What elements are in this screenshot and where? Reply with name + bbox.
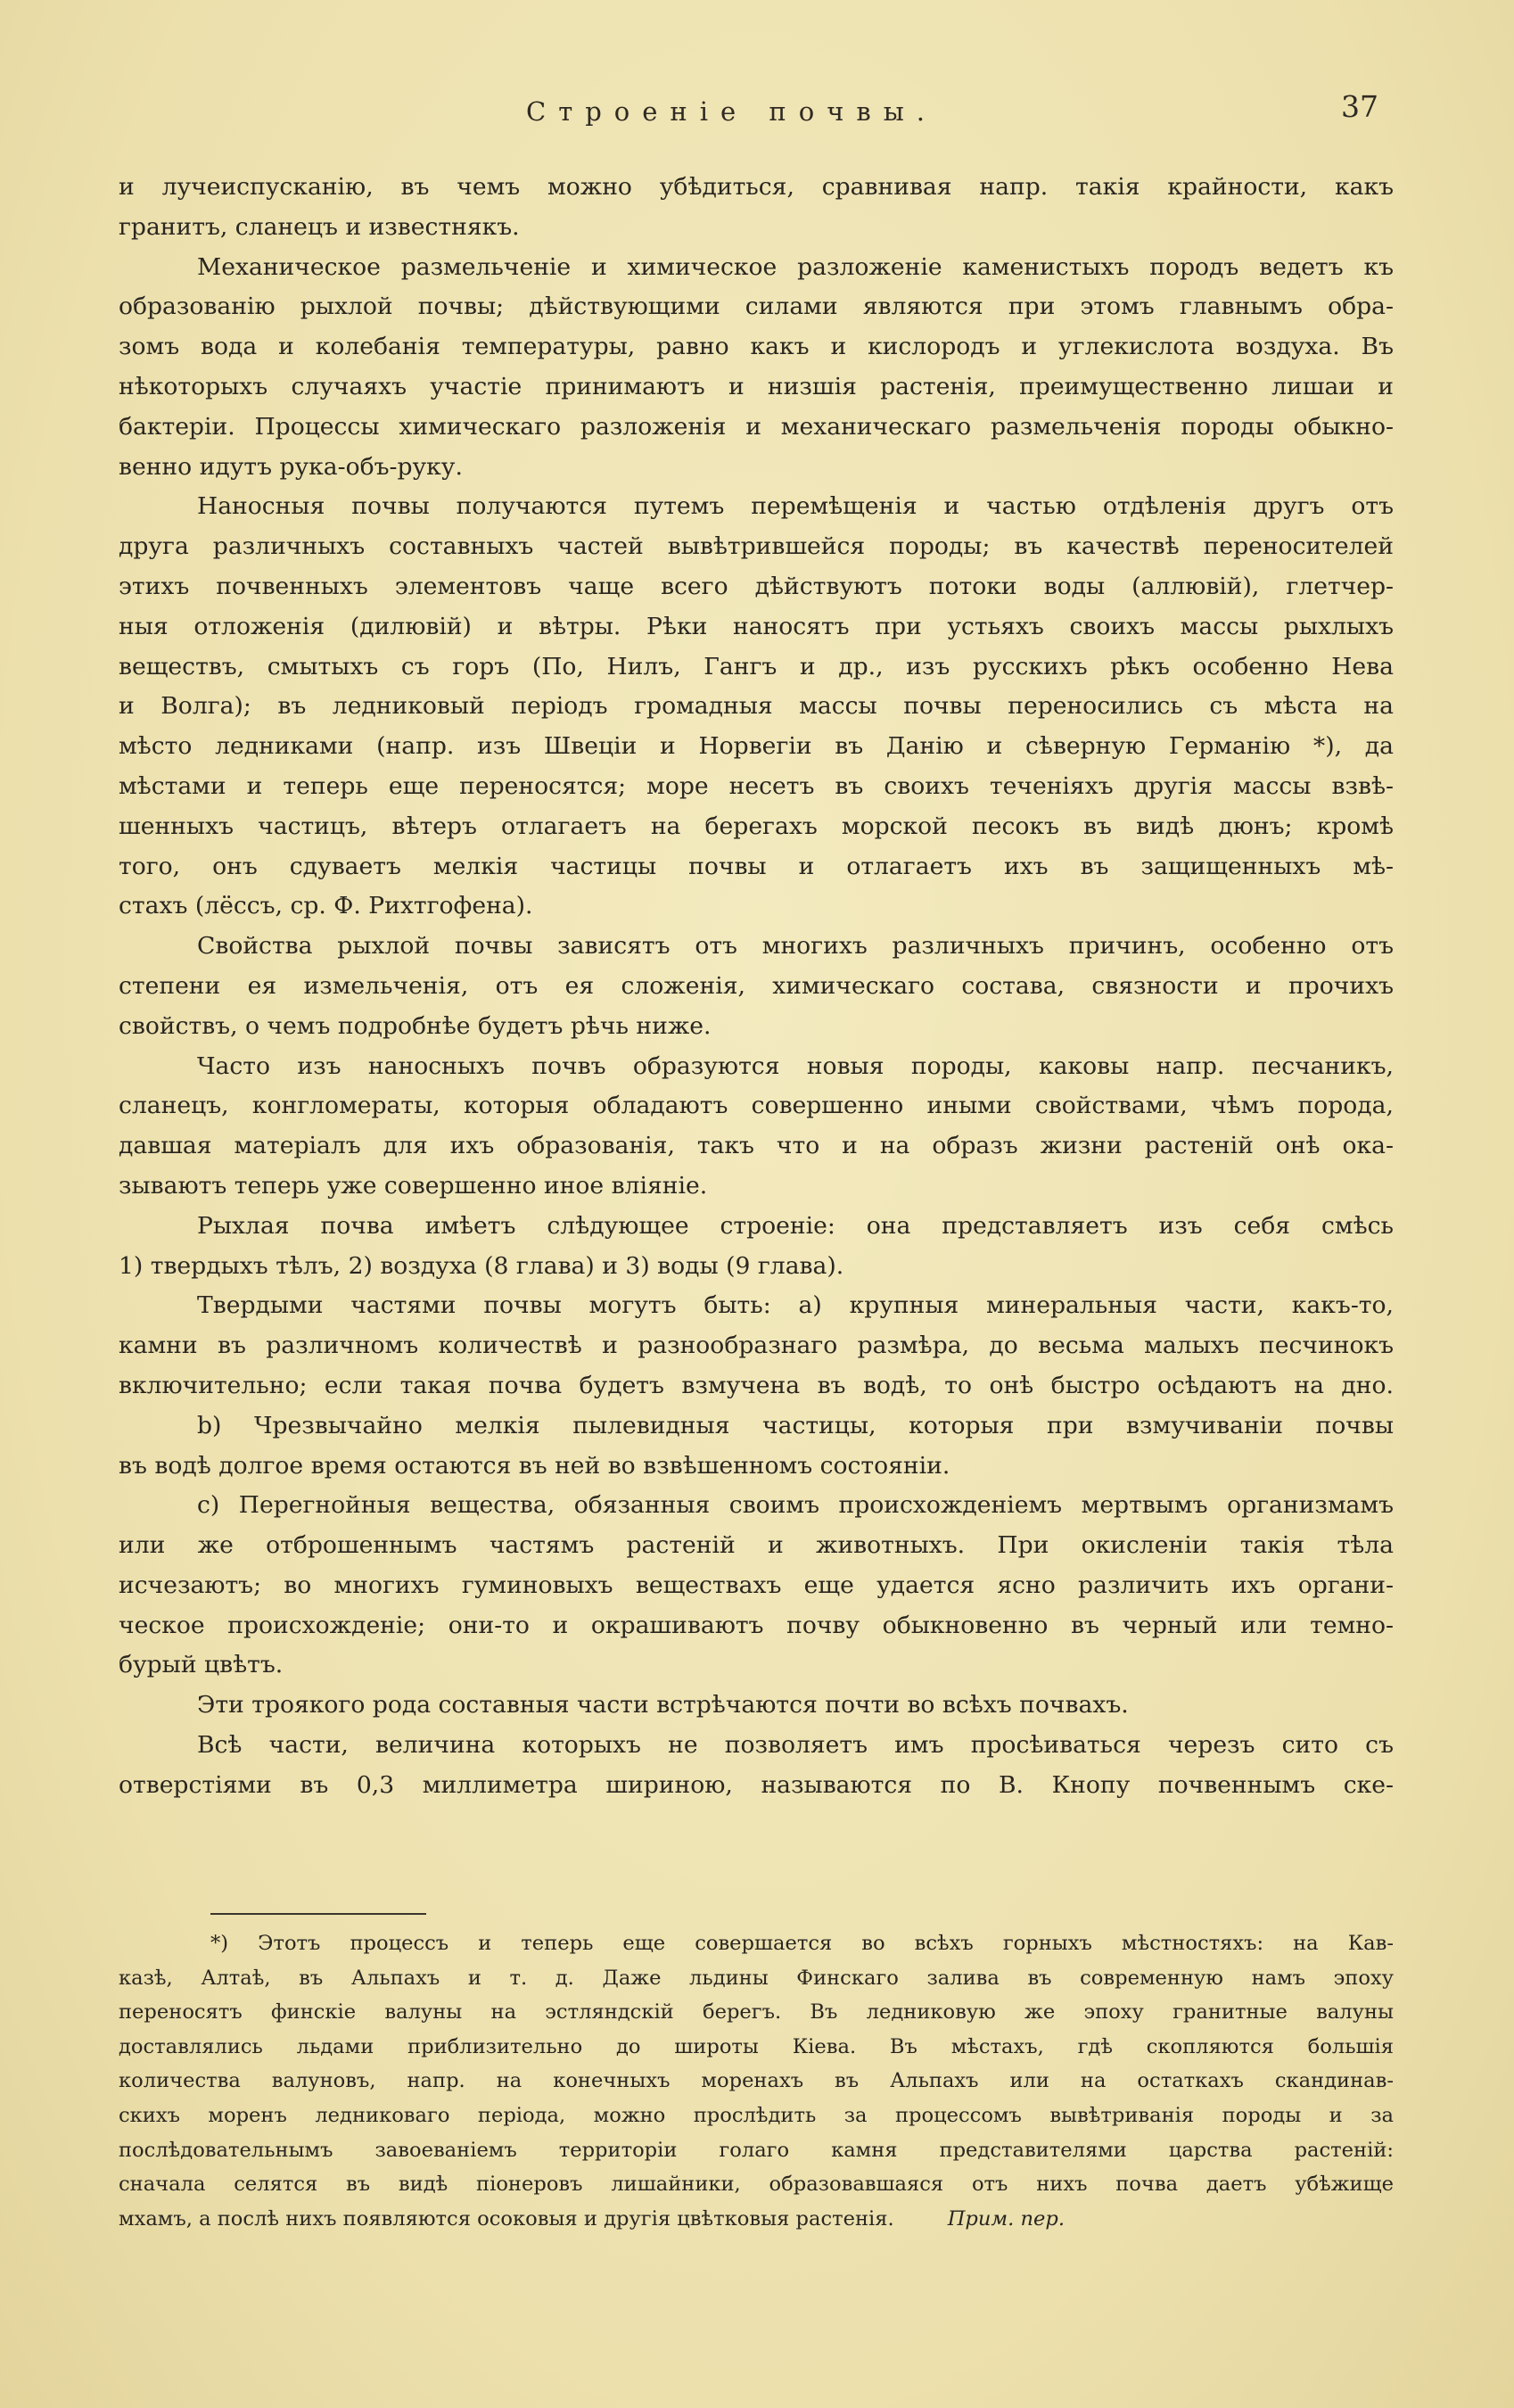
text-line: отверстіями въ 0,3 миллиметра шириною, называются по В. Кнопу почвеннымъ ске-: [119, 1770, 1394, 1799]
text-line: стахъ (лёссъ, ср. Ф. Рихтгофена).: [119, 892, 533, 920]
text-line: гранитъ, сланецъ и известнякъ.: [119, 212, 520, 241]
text-line: Твердыми частями почвы могутъ быть: a) крупныя минеральныя части, какъ-то,: [197, 1291, 1394, 1320]
footnote-line: переносятъ финскіе валуны на эстляндскій берегъ. Въ ледниковую же эпоху гранитные валуны: [119, 2000, 1394, 2025]
text-line: включительно; если такая почва будетъ взмучена въ водѣ, то онѣ быстро осѣдаютъ на дно.: [119, 1371, 1394, 1399]
text-line: ныя отложенія (дилювій) и вѣтры. Рѣки наносятъ при устьяхъ своихъ массы рыхлыхъ: [119, 612, 1394, 640]
text-line: или же отброшеннымъ частямъ растеній и животныхъ. При окисленіи такія тѣла: [119, 1531, 1394, 1560]
translator-note-signature: Прим. пер.: [947, 2206, 1066, 2231]
text-line: камни въ различномъ количествѣ и разнообразнаго размѣра, до весьма малыхъ песчинокъ: [119, 1332, 1394, 1360]
text-line: и лучеиспусканію, въ чемъ можно убѣдиться, сравнивая напр. такія крайности, какъ: [119, 173, 1394, 201]
text-line: зомъ вода и колебанія температуры, равно какъ и кислородъ и углекислота воздуха. Въ: [119, 333, 1394, 361]
text-line: c) Перегнойныя вещества, обязанныя своимъ происхожденіемъ мертвымъ организмамъ: [197, 1491, 1394, 1520]
text-line: бактеріи. Процессы химическаго разложенія и механическаго размельченія породы обыкно-: [119, 412, 1394, 441]
text-line: b) Чрезвычайно мелкія пылевидныя частицы, которыя при взмучиваніи почвы: [197, 1411, 1394, 1439]
text-line: Механическое размельченіе и химическое разложеніе каменистыхъ породъ ведетъ къ: [197, 252, 1394, 281]
running-title: Строеніе почвы.: [526, 96, 937, 127]
text-line: исчезаютъ; во многихъ гуминовыхъ веществахъ еще удается ясно различить ихъ органи-: [119, 1571, 1394, 1599]
text-line: Свойства рыхлой почвы зависятъ отъ многихъ различныхъ причинъ, особенно отъ: [197, 932, 1394, 961]
footnote-divider: [210, 1913, 426, 1915]
text-line: мѣстами и теперь еще переносятся; море несетъ въ своихъ теченіяхъ другія массы взвѣ-: [119, 771, 1394, 800]
footnote-line: количества валуновъ, напр. на конечныхъ моренахъ въ Альпахъ или на остаткахъ скандинав-: [119, 2069, 1394, 2093]
text-line: въ водѣ долгое время остаются въ ней во взвѣшенномъ состояніи.: [119, 1451, 950, 1480]
text-line: друга различныхъ составныхъ частей вывѣтрившейся породы; въ качествѣ переносителей: [119, 532, 1394, 561]
footnote-line: *) Этотъ процессъ и теперь еще совершается во всѣхъ горныхъ мѣстностяхъ: на Кав-: [210, 1932, 1394, 1955]
text-line: и Волга); въ ледниковый періодъ громадныя массы почвы переносились съ мѣста на: [119, 692, 1394, 721]
text-line: Эти троякого рода составныя части встрѣчаются почти во всѣхъ почвахъ.: [197, 1691, 1129, 1719]
text-line: степени ея измельченія, отъ ея сложенія, химическаго состава, связности и прочихъ: [119, 971, 1394, 1000]
text-line: зываютъ теперь уже совершенно иное вліяніе.: [119, 1171, 708, 1200]
footnote-line: скихъ моренъ ледниковаго періода, можно прослѣдить за процессомъ вывѣтриванія породы и за: [119, 2103, 1394, 2127]
footnote-line: мхамъ, а послѣ нихъ появляются осоковыя и другія цвѣтковыя растенія.: [119, 2206, 894, 2231]
footnote-last-line: [119, 2202, 1394, 2237]
footnote-line: сначала селятся въ видѣ піонеровъ лишайники, образовавшаяся отъ нихъ почва даетъ убѣжище: [119, 2173, 1394, 2197]
text-line: давшая матеріалъ для ихъ образованія, такъ что и на образъ жизни растеній онѣ ока-: [119, 1132, 1394, 1160]
text-line: веществъ, смытыхъ съ горъ (По, Нилъ, Гангъ и др., изъ русскихъ рѣкъ особенно Нева: [119, 652, 1394, 680]
page-number: 37: [1341, 89, 1378, 124]
text-line: Часто изъ наносныхъ почвъ образуются новыя породы, каковы напр. песчаникъ,: [197, 1051, 1394, 1080]
text-line: нѣкоторыхъ случаяхъ участіе принимаютъ и низшія растенія, преимущественно лишаи и: [119, 372, 1394, 400]
footnote-line: казѣ, Алтаѣ, въ Альпахъ и т. д. Даже льдины Финскаго залива въ современную намъ эпоху: [119, 1966, 1394, 1990]
footnote-line: доставлялись льдами приблизительно до широты Кіева. Въ мѣстахъ, гдѣ скопляются большія: [119, 2034, 1394, 2058]
text-line: венно идутъ рука-объ-руку.: [119, 452, 463, 481]
main-text: [119, 168, 1394, 1806]
text-line: образованію рыхлой почвы; дѣйствующими силами являются при этомъ главнымъ обра-: [119, 293, 1394, 321]
footnote-line: послѣдовательнымъ завоеваніемъ территоріи голаго камня представителями царства растеній:: [119, 2138, 1394, 2162]
text-line: этихъ почвенныхъ элементовъ чаще всего дѣйствуютъ потоки воды (аллювій), глетчер-: [119, 572, 1394, 600]
text-line: 1) твердыхъ тѣлъ, 2) воздуха (8 глава) и 3) воды (9 глава).: [119, 1251, 844, 1280]
text-line: мѣсто ледниками (напр. изъ Швеціи и Норвегіи въ Данію и сѣверную Германію *), да: [119, 732, 1394, 761]
text-line: свойствъ, о чемъ подробнѣе будетъ рѣчь ниже.: [119, 1011, 712, 1040]
text-line: Рыхлая почва имѣетъ слѣдующее строеніе: она представляетъ изъ себя смѣсь: [197, 1211, 1394, 1240]
text-line: Наносныя почвы получаются путемъ перемѣщенія и частью отдѣленія другъ отъ: [197, 492, 1394, 521]
footnote: [119, 1926, 1394, 2236]
text-line: бурый цвѣтъ.: [119, 1651, 284, 1679]
text-line: сланецъ, конгломераты, которыя обладаютъ совершенно иными свойствами, чѣмъ порода,: [119, 1092, 1394, 1120]
text-line: Всѣ части, величина которыхъ не позволяетъ имъ просѣиваться черезъ сито съ: [197, 1731, 1394, 1760]
text-line: ческое происхожденіе; они-то и окрашиваютъ почву обыкновенно въ черный или темно-: [119, 1611, 1394, 1639]
text-line: того, онъ сдуваетъ мелкія частицы почвы и отлагаетъ ихъ въ защищенныхъ мѣ-: [119, 852, 1394, 880]
text-line: шенныхъ частицъ, вѣтеръ отлагаетъ на берегахъ морской песокъ въ видѣ дюнъ; кромѣ: [119, 812, 1394, 840]
page-header: [0, 86, 1514, 139]
